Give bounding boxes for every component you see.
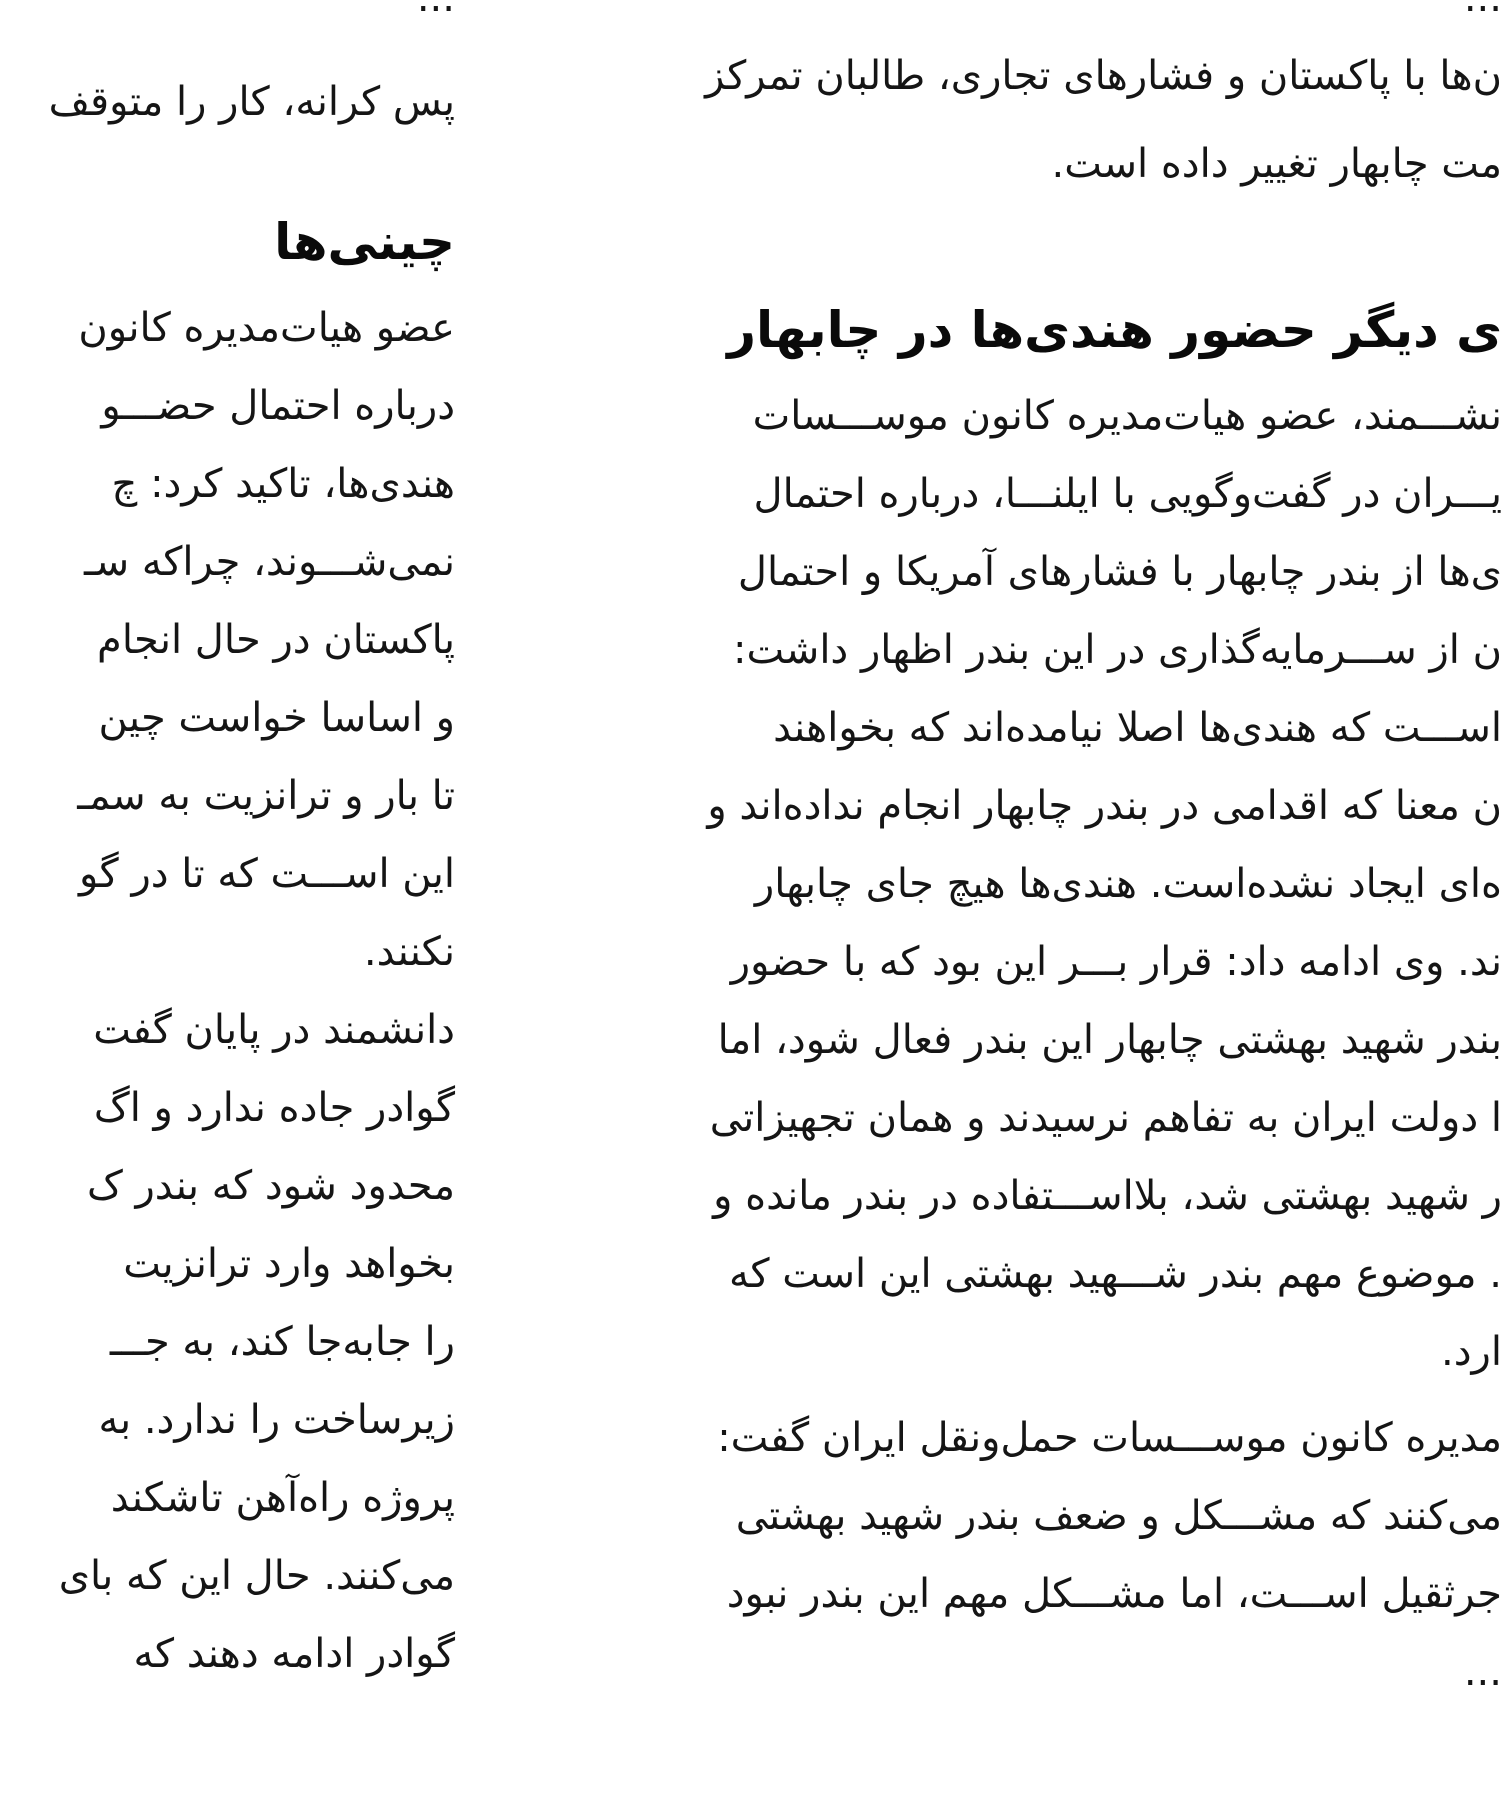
right-top-line-2: ن‌ها با پاکستان و فشارهای تجاری، طالبان تمرکز [705,53,1502,99]
right-line: مدیره کانون موســـسات حمل‌ونقل ایران گفت: [717,1415,1502,1461]
left-line: زیرساخت را ندارد. به [98,1397,455,1443]
right-line: جرثقیل اســـت، اما مشـــکل مهم این بندر نبود [726,1571,1502,1617]
left-line: گوادر جاده ندارد و اگ [93,1085,455,1131]
right-line: ه‌ای ایجاد نشده‌است. هندی‌ها هیچ جای چابهار [754,861,1502,907]
left-line: تا بار و ترانزیت به سمـ [77,773,455,819]
left-line: را جابه‌جا کند، به جـــ [109,1319,455,1365]
left-line: نکنند. [363,929,455,975]
right-line: ... [1463,1649,1502,1695]
left-line: بخواهد وارد ترانزیت [123,1241,455,1287]
left-line: پاکستان در حال انجام [97,617,455,663]
right-line: ن از ســـرمایه‌گذاری در این بندر اظهار داشت: [733,627,1502,673]
left-line: نمی‌شـــوند، چراکه سـ [83,539,455,585]
left-line: پروژه راه‌آهن تاشکند [110,1475,455,1521]
left-line: گوادر ادامه دهند که [133,1631,455,1677]
right-line: . موضوع مهم بندر شـــهید بهشتی این است که [729,1251,1502,1297]
right-line: نشـــمند، عضو هیات‌مدیره کانون موســـسات [752,393,1502,439]
left-line: دانشمند در پایان گفت [93,1007,455,1053]
right-line: می‌کنند که مشـــکل و ضعف بندر شهید بهشتی [735,1493,1502,1539]
right-line: ی‌ها از بندر چابهار با فشارهای آمریکا و احتمال [737,549,1502,595]
left-line: می‌کنند. حال این که بای [58,1553,455,1599]
left-line: این اســـت که تا در گو [79,851,455,897]
right-line: ن معنا که اقدامی در بندر چابهار انجام نداده‌اند و [707,783,1502,829]
left-line: عضو هیات‌مدیره کانون [78,305,455,351]
right-line: بندر شهید بهشتی چابهار این بندر فعال شود، اما [717,1017,1502,1063]
left-line: هندی‌ها، تاکید کرد: چ [111,461,455,507]
article-column-left [0,0,455,1814]
left-top-line-2: پس کرانه، کار را متوقف [48,79,455,125]
left-top-line-1 [417,0,455,24]
left-line: و اساسا خواست چین [98,695,455,741]
right-line: اســـت که هندی‌ها اصلا نیامده‌اند که بخواهند [773,705,1502,751]
right-line: ر شهید بهشتی شد، بلااســـتفاده در بندر مانده و [713,1173,1502,1219]
right-section-heading: ی دیگر حضور هندی‌ها در چابهار [727,301,1502,359]
article-column-right [552,0,1500,1814]
right-line: ا دولت ایران به تفاهم نرسیدند و همان تجهیزاتی [709,1095,1502,1141]
right-line: ارد. [1441,1329,1502,1375]
right-line: ند. وی ادامه داد: قرار بـــر این بود که با حضور [730,939,1502,985]
right-top-line-3: مت چابهار تغییر داده است. [1051,141,1502,187]
left-line: محدود شود که بندر ک [86,1163,455,1209]
left-section-heading: چینی‌ها [274,213,455,271]
right-top-line-1 [1464,0,1502,24]
left-line: درباره احتمال حضـــو [101,383,455,429]
right-line: یـــران در گفت‌وگویی با ایلنـــا، درباره احتمال [753,471,1502,517]
